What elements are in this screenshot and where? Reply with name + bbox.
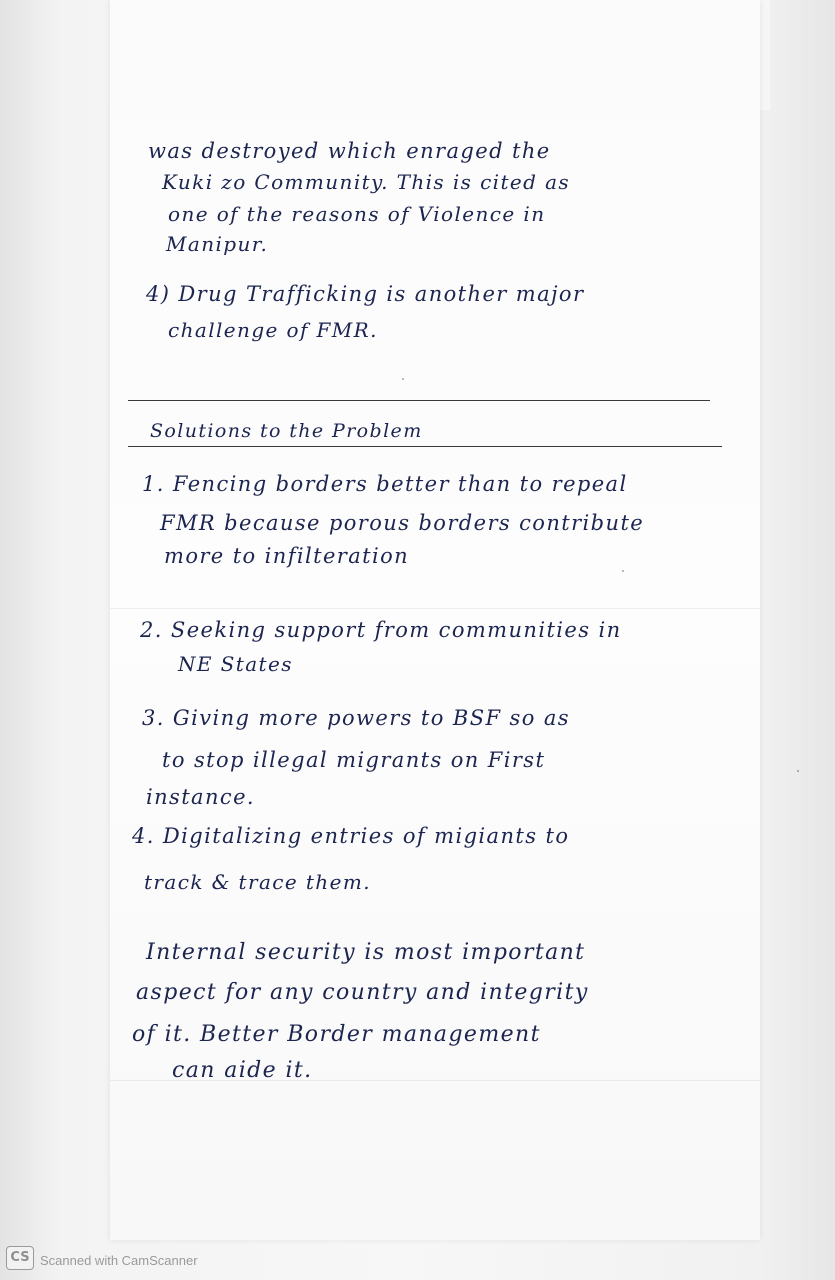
handwritten-line: 1. Fencing borders better than to repeal [142,472,628,496]
handwritten-line: Manipur. [166,232,269,256]
handwritten-line: NE States [178,652,293,676]
handwritten-line: instance. [146,785,255,809]
paper-fold [110,608,760,609]
handwritten-line: 4) Drug Trafficking is another major [146,282,585,306]
ruled-line [128,400,710,401]
handwritten-line: one of the reasons of Violence in [168,202,546,226]
handwritten-line: challenge of FMR. [168,318,378,342]
section-heading: Solutions to the Problem [150,420,423,442]
scanner-watermark: Scanned with CamScanner [40,1253,198,1268]
handwritten-line: more to infilteration [164,544,410,568]
handwritten-line: 4. Digitalizing entries of migiants to [132,824,570,848]
handwritten-line: 2. Seeking support from communities in [140,618,622,642]
handwritten-line: can aide it. [172,1058,313,1083]
ruled-line [128,446,722,447]
scan-speck [797,770,799,772]
handwritten-line: Internal security is most important [146,940,586,965]
scan-speck [402,378,404,380]
handwritten-line: Kuki zo Community. This is cited as [162,170,571,194]
handwritten-line: FMR because porous borders contribute [160,511,645,535]
scan-speck [622,570,624,572]
handwritten-line: track & trace them. [144,870,371,894]
camscanner-logo-icon: CS [6,1246,34,1270]
handwritten-line: aspect for any country and integrity [136,980,589,1005]
handwritten-line: was destroyed which enraged the [148,139,551,163]
handwritten-line: to stop illegal migrants on First [162,748,546,772]
handwritten-line: of it. Better Border management [132,1022,541,1047]
handwritten-line: 3. Giving more powers to BSF so as [142,706,570,730]
